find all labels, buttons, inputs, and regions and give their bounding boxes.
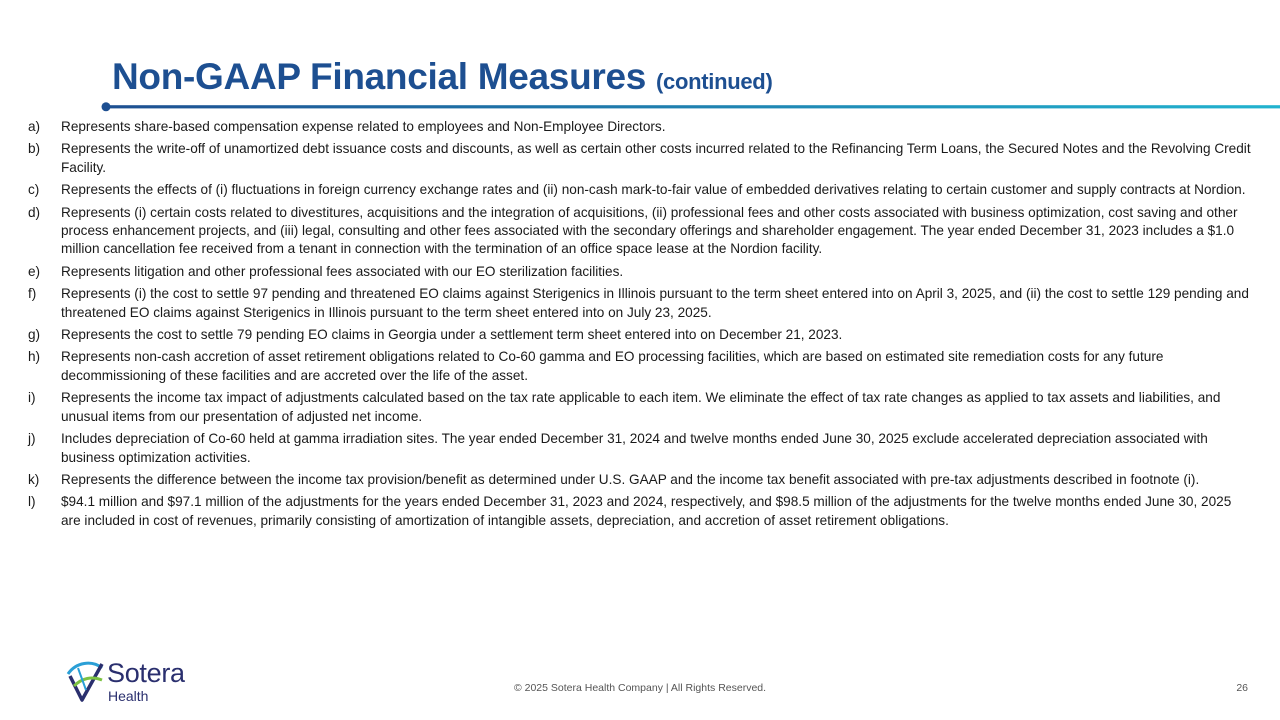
- footnote-text: Represents (i) certain costs related to divestitures, acquisitions and the integration of acquisitions, (ii) professional fees and other costs associated with business optimization, cost saving and other process enhancement projects, and (iii) legal, consulting and other fees associated with the secondary offerings and shareholder engagement. The year ended December 31, 2023 includes a $1.0 million cancellation fee received from a tenant in connection with the termination of an office space lease at the Nordion facility.: [61, 204, 1238, 257]
- footnote-label: e): [28, 263, 41, 279]
- footnote-text: Represents the write-off of unamortized debt issuance costs and discounts, as well as certain other costs incurred related to the Refinancing Term Loans, the Secured Notes and the Revolving Credit Facility.: [61, 141, 1251, 175]
- footnote-text: Represents the cost to settle 79 pending EO claims in Georgia under a settlement term sheet entered into on December 21, 2023.: [61, 327, 843, 343]
- footnote-label: b): [28, 141, 41, 157]
- footnote-item: [28, 326, 1253, 344]
- footnote-text: Represents share-based compensation expense related to employees and Non-Employee Directors.: [61, 119, 666, 134]
- footnote-text: Represents the difference between the income tax provision/benefit as determined under U.S. GAAP and the income tax benefit associated with pre-tax adjustments described in footnote (i).: [61, 471, 1200, 487]
- footnote-item: [28, 140, 1253, 177]
- footnote-item: [28, 430, 1253, 467]
- page-title-suffix: (continued): [656, 69, 773, 94]
- footnote-item: [28, 263, 1253, 281]
- footnote-text: Includes depreciation of Co-60 held at gamma irradiation sites. The year ended December 31, 2024 and twelve months ended June 30, 2025 exclude accelerated depreciation associated with business optimization activities.: [61, 431, 1208, 465]
- page-title: [112, 56, 772, 98]
- footnote-item: [28, 181, 1253, 199]
- footnote-item: [28, 285, 1253, 322]
- footnote-text: Represents the effects of (i) fluctuations in foreign currency exchange rates and (ii) non-cash mark-to-fair value of embedded derivatives relating to certain customer and supply contracts at Nordion.: [61, 182, 1246, 198]
- footnote-label: h): [28, 349, 41, 365]
- logo-subtitle: Health: [108, 688, 149, 704]
- footnote-item: [28, 348, 1253, 385]
- footnote-text: Represents non-cash accretion of asset retirement obligations related to Co-60 gamma and EO processing facilities, which are based on estimated site remediation costs for any future decommissioning of these facilities and are accreted over the life of the asset.: [61, 349, 1164, 383]
- footnote-item: [28, 493, 1253, 530]
- footnote-text: $94.1 million and $97.1 million of the adjustments for the years ended December 31, 2023 and 2024, respectively, and $98.5 million of the adjustments for the twelve months ended June 30, 2025 are included in cost of revenues, primarily consisting of amortization of intangible assets, depreciation, and accretion of asset retirement obligations.: [61, 494, 1232, 528]
- footnote-label: j): [28, 431, 36, 447]
- footnote-label: f): [28, 286, 37, 302]
- footnote-label: a): [28, 119, 41, 134]
- footnote-item: [28, 204, 1253, 259]
- logo-wordmark: Sotera: [107, 658, 185, 688]
- page-number: 26: [1236, 682, 1248, 694]
- footnote-item: [28, 389, 1253, 426]
- footnote-item: [28, 471, 1253, 489]
- footnote-label: c): [28, 182, 40, 198]
- page-title-text: Non-GAAP Financial Measures: [112, 56, 647, 97]
- footnote-text: Represents (i) the cost to settle 97 pending and threatened EO claims against Sterigenics in Illinois pursuant to the term sheet entered into on April 3, 2025, and (ii) the cost to settle 129 pending and threatened EO claims against Sterigenics in Illinois pursuant to the term sheet entered into on July 23, 2025.: [61, 286, 1249, 320]
- footnote-label: i): [28, 390, 36, 406]
- title-underline: [101, 101, 1280, 113]
- footnote-text: Represents litigation and other professional fees associated with our EO sterilization facilities.: [61, 263, 624, 279]
- footnote-label: l): [28, 494, 36, 510]
- footnote-label: d): [28, 204, 41, 220]
- footnote-list: [28, 118, 1253, 534]
- footnote-item: [28, 118, 1253, 136]
- footnote-label: k): [28, 471, 40, 487]
- footnote-text: Represents the income tax impact of adjustments calculated based on the tax rate applicable to each item. We eliminate the effect of tax rate changes as applied to tax assets and liabilities, and unusual items from our presentation of adjusted net income.: [61, 390, 1221, 424]
- copyright-footer: © 2025 Sotera Health Company | All Rights Reserved.: [513, 682, 767, 694]
- footnote-label: g): [28, 327, 41, 343]
